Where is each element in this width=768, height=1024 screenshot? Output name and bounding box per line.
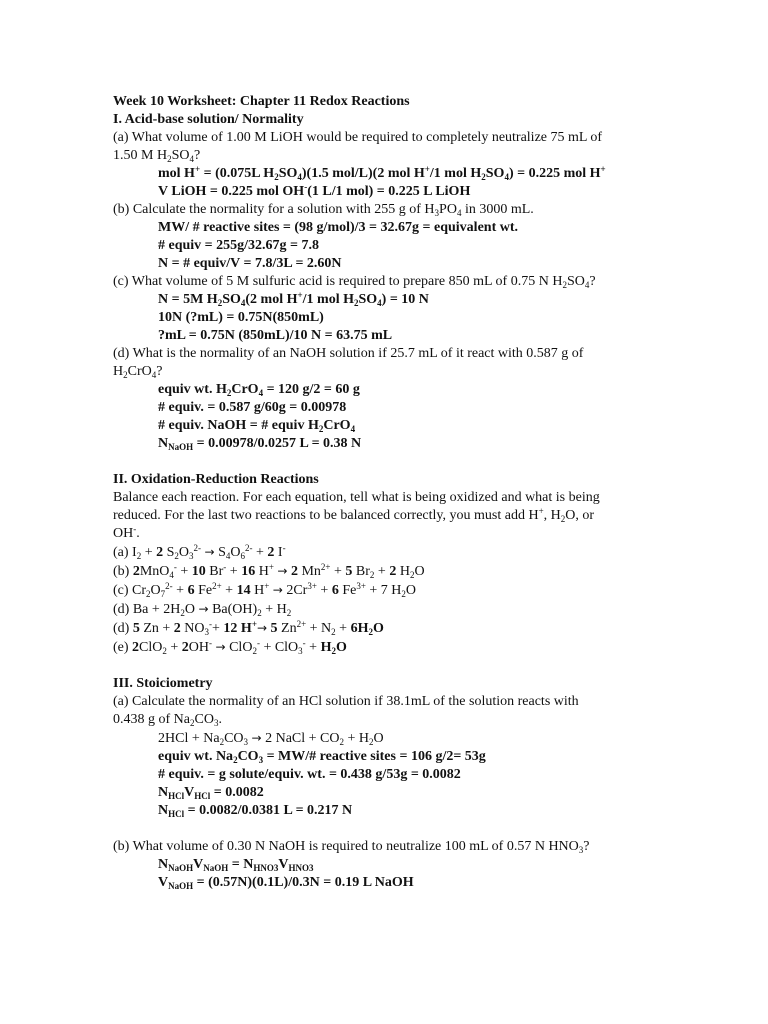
reaction-arrow-icon: → <box>215 640 226 654</box>
reaction-equation: (e) $2ClO_2 + 2OH^- \to ClO_2^- + ClO_3^- + H_2O$ <box>113 638 347 656</box>
reaction-equation: (b) 2MnO$_4$- + 10 Br- + 16 H+ → 2 $Mn^{2+} + 5$ $Br_2 + 2$ $H_2O$ <box>113 562 425 580</box>
answer-line: $N_{HCl} = 0.0082/0.0381$ L = 0.217 N <box>158 803 353 819</box>
reaction-equation: (a) $I_2 + 2$ $S_2O_3^{2-} \to S_4O_6^{2-} + 2$ I- <box>113 543 286 561</box>
answer-line: ?mL = 0.75N (850mL)/10 N = 63.75 mL <box>158 328 393 343</box>
section-spacer <box>113 657 653 675</box>
question-text: $H_2CrO_4$? <box>113 364 163 380</box>
question-text: (c) What volume of 5 M sulfuric acid is required to prepare 850 mL of 0.75 N $H_2SO_4$? <box>113 274 596 290</box>
question-text: (d) What is the normality of an NaOH solution if 25.7 mL of it react with 0.587 g of <box>113 346 584 361</box>
section-heading: III. Stoiciometry <box>113 676 213 691</box>
answer-line: # equiv. NaOH = # equiv $H_2CrO_4$ <box>158 418 356 434</box>
answer-line: equiv wt. $H_2CrO_4 = 120$ g/2 = 60 g <box>158 382 360 398</box>
instructions-text: reduced. For the last two reactions to be balanced correctly, you must add H+, $H_2O$, or <box>113 506 595 524</box>
answer-line: # equiv. = 0.587 g/60g = 0.00978 <box>158 400 347 415</box>
answer-line: $V_{NaOH} = (0.57N)(0.1L)/0.3N = 0.19$ L NaOH <box>158 875 414 891</box>
answer-line: # equiv. = g solute/equiv. wt. = 0.438 g/53g = 0.0082 <box>158 767 461 782</box>
answer-line: N = 5M $H_2SO_4(2$ mol H+/1 mol $H_2SO_4) = 10$ N <box>158 290 429 308</box>
reaction-equation: (d) $Ba + 2H_2O \to Ba(OH)_2 + H_2$ <box>113 602 292 618</box>
worksheet-body <box>113 93 653 892</box>
instructions-text: OH-. <box>113 524 140 541</box>
answer-line: $2HCl + Na_2CO_3 \to 2$ NaCl + $CO_2 + H_2O$ <box>158 731 384 747</box>
answer-line: equiv wt. $Na_2CO_3$ = MW/# reactive sites = 106 g/2= 53g <box>158 749 486 765</box>
reaction-equation: (c) $Cr_2O_7^{2-} + 6$ $Fe^{2+} + 14$ $H^+ \to 2Cr^{3+} + 6$ $Fe^{3+} + 7$ $H_2O$ <box>113 581 417 599</box>
question-text: (a) Calculate the normality of an HCl solution if 38.1mL of the solution reacts with <box>113 694 579 709</box>
reaction-arrow-icon: → <box>251 731 262 745</box>
answer-line: N = # equiv/V = 7.8/3L = 2.60N <box>158 256 342 271</box>
reaction-arrow-icon: → <box>277 564 288 578</box>
answer-line: 10N (?mL) = 0.75N(850mL) <box>158 310 324 325</box>
section-heading: II. Oxidation-Reduction Reactions <box>113 472 319 487</box>
section-heading: I. Acid-base solution/ Normality <box>113 112 304 127</box>
answer-line: # equiv = 255g/32.67g = 7.8 <box>158 238 320 253</box>
reaction-arrow-icon: → <box>204 545 215 559</box>
section-spacer <box>113 820 653 838</box>
answer-line: $N_{HCl}V_{HCl} = 0.0082$ <box>158 785 264 801</box>
reaction-equation: (d) 5 Zn + 2 $NO_3^-+ 12$ H+→ 5 $Zn^{2+} + N_2 + 6H_2O$ <box>113 619 384 637</box>
question-text: 1.50 M $H_2SO_4$? <box>113 148 201 164</box>
worksheet-title: Week 10 Worksheet: Chapter 11 Redox Reactions <box>113 94 410 109</box>
answer-line: MW/ # reactive sites = (98 g/mol)/3 = 32.67g = equivalent wt. <box>158 220 519 235</box>
answer-line: $N_{NaOH} = 0.00978/0.0257$ L = 0.38 N <box>158 436 362 452</box>
answer-line: $N_{NaOH}V_{NaOH} = N_{HNO3}V_{HNO3}$ <box>158 857 314 873</box>
question-text: 0.438 g of $Na_2CO_3$. <box>113 712 222 728</box>
question-text: (b) What volume of 0.30 N NaOH is required to neutralize 100 mL of 0.57 N $HNO_3$? <box>113 839 590 855</box>
question-text: (a) What volume of 1.00 M LiOH would be required to completely neutralize 75 mL of <box>113 130 603 145</box>
question-text: (b) Calculate the normality for a solution with 255 g of $H_3PO_4$ in 3000 mL. <box>113 202 534 218</box>
reaction-arrow-icon: → <box>198 602 209 616</box>
instructions-text: Balance each reaction. For each equation, tell what is being oxidized and what is being <box>113 490 600 505</box>
section-spacer <box>113 453 653 471</box>
reaction-arrow-icon: → <box>256 621 268 635</box>
answer-line: V LiOH = 0.225 mol OH-(1 L/1 mol) = 0.225 L LiOH <box>158 182 471 199</box>
answer-line: mol H+ = (0.075L $H_2SO_4)(1.5$ mol/L)(2 mol H+/1 mol $H_2SO_4) = 0.225$ mol H+ <box>158 164 606 182</box>
reaction-arrow-icon: → <box>272 583 283 597</box>
